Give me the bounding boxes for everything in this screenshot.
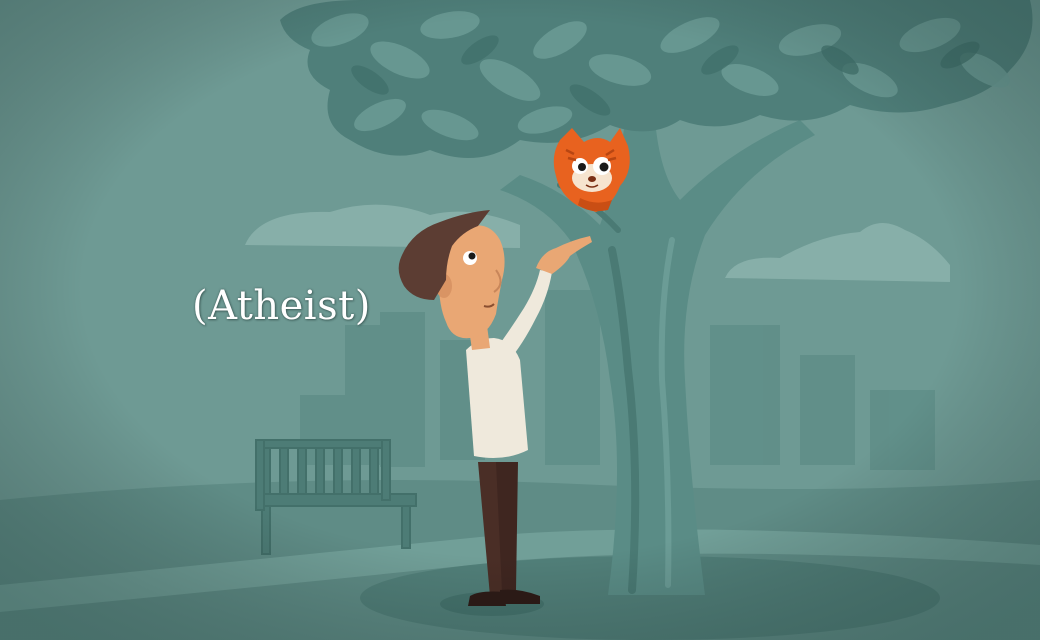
caption-label: (Atheist)	[192, 283, 371, 329]
